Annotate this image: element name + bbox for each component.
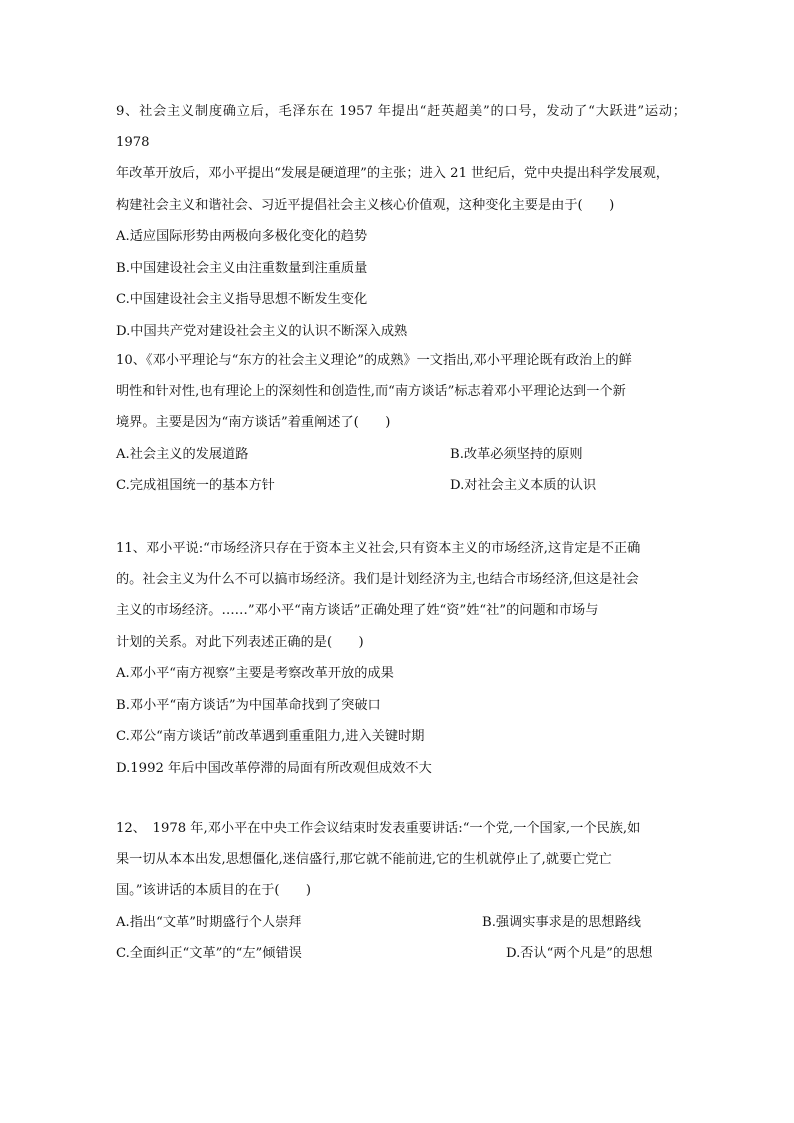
- question-12: [116, 813, 686, 970]
- options-list: [116, 658, 686, 785]
- option-c: C.邓公“南方谈话”前改革遇到重重阻力,进入关键时期: [116, 729, 425, 745]
- options-grid: [116, 907, 686, 971]
- option-a: A.指出“文革”时期盛行个人崇拜: [116, 914, 302, 930]
- option-d: D.中国共产党对建设社会主义的认识不断深入成熟: [116, 324, 408, 340]
- option-a: A.邓小平“南方视察”主要是考察改革开放的成果: [116, 665, 394, 681]
- stem-line: 主义的市场经济。……”邓小平“南方谈话”正确处理了姓“资”姓“社”的问题和市场与: [116, 603, 599, 619]
- option-a: A.适应国际形势由两极向多极化变化的趋势: [116, 228, 368, 244]
- option-d: D.对社会主义本质的认识: [450, 478, 597, 494]
- stem-line: 果一切从本本出发,思想僵化,迷信盛行,那它就不能前进,它的生机就停止了,就要亡党亡: [116, 852, 612, 868]
- question-9: [116, 96, 686, 348]
- option-b: B.改革必须坚持的原则: [450, 446, 583, 462]
- option-c: C.全面纠正“文革”的“左”倾错误: [116, 946, 302, 962]
- option-a: A.社会主义的发展道路: [116, 446, 249, 462]
- stem-line: 计划的关系。对此下列表述正确的是( ): [116, 634, 364, 650]
- question-stem: [116, 813, 686, 907]
- options-grid: [116, 439, 686, 503]
- stem-line: 明性和针对性,也有理论上的深刻性和创造性,而“南方谈话”标志着邓小平理论达到一个新: [116, 384, 626, 400]
- option-b: B.强调实事求是的思想路线: [482, 914, 641, 930]
- option-d: D.否认“两个凡是”的思想: [506, 946, 653, 962]
- stem-line: 10、《邓小平理论与“东方的社会主义理论”的成熟》一文指出,邓小平理论既有政治上的鲜: [116, 353, 632, 368]
- question-10: [116, 345, 686, 502]
- stem-line: 的。社会主义为什么不可以搞市场经济。我们是计划经济为主,也结合市场经济,但这是社会: [116, 572, 639, 588]
- stem-line: 构建社会主义和谐社会、习近平提倡社会主义核心价值观，这种变化主要是由于( ): [116, 197, 615, 213]
- option-b: B.邓小平“南方谈话”为中国革命找到了突破口: [116, 697, 381, 713]
- stem-line: 9、社会主义制度确立后，毛泽东在 1957 年提出“赶英超美”的口号，发动了“大跃进”运动；1978: [116, 104, 686, 151]
- stem-line: 12、 1978 年,邓小平在中央工作会议结束时发表重要讲话:“一个党,一个国家,一个民族,如: [116, 821, 641, 836]
- option-c: C.中国建设社会主义指导思想不断发生变化: [116, 292, 368, 308]
- option-d: D.1992 年后中国改革停滞的局面有所改观但成效不大: [116, 761, 432, 777]
- stem-line: 境界。主要是因为“南方谈话”着重阐述了( ): [116, 415, 391, 431]
- option-c: C.完成祖国统一的基本方针: [116, 478, 275, 494]
- question-11: [116, 533, 686, 785]
- question-stem: [116, 533, 686, 658]
- stem-line: 年改革开放后，邓小平提出“发展是硬道理”的主张；进入 21 世纪后，党中央提出科学发展观，: [116, 166, 669, 182]
- options-list: [116, 221, 686, 348]
- stem-line: 11、邓小平说:“市场经济只存在于资本主义社会,只有资本主义的市场经济,这肯定是不正确: [116, 541, 641, 556]
- stem-line: 国。”该讲话的本质目的在于( ): [116, 883, 312, 899]
- question-stem: [116, 345, 686, 439]
- question-stem: [116, 96, 686, 221]
- option-b: B.中国建设社会主义由注重数量到注重质量: [116, 260, 368, 276]
